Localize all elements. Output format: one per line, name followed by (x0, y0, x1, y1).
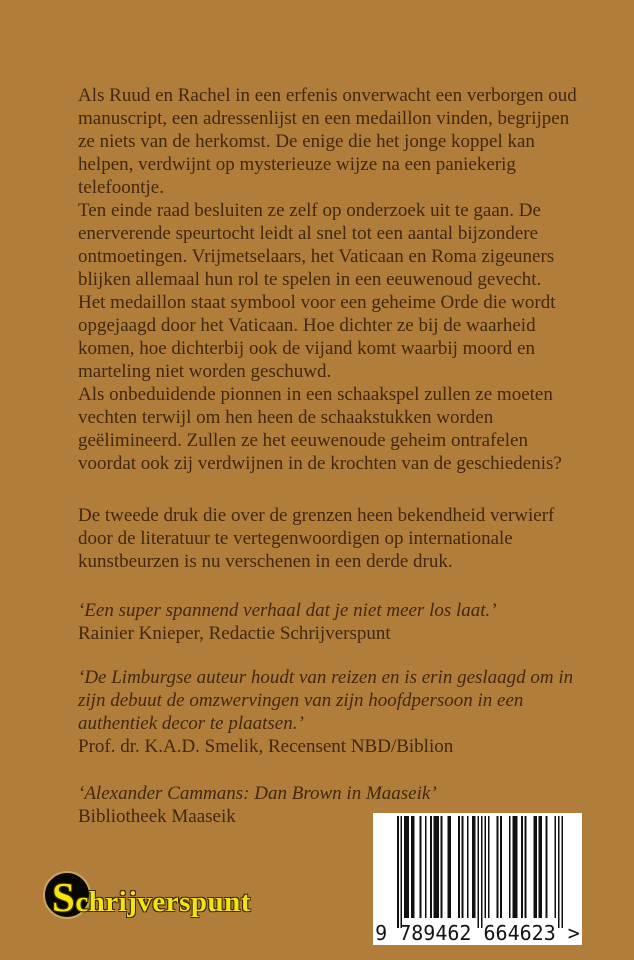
synopsis-paragraph: Als Ruud en Rachel in een erfenis onverwacht een verborgen oud manuscript, een adressenlijst en een medaillon vinden, begrijpen ze niets van de herkomst. De enige die het jonge koppel kan helpen, verdwijnt op mysterieuze wijze na een paniekerig telefoontje. (78, 85, 577, 198)
edition-note: De tweede druk die over de grenzen heen bekendheid verwierf door de literatuur te vertegenwoordigen op internationale kunstbeurzen is nu verschenen in een derde druk. (78, 505, 555, 572)
review-quote: ‘Alexander Cammans: Dan Brown in Maaseik’ (78, 783, 437, 804)
review-attribution: Bibliotheek Maaseik (78, 806, 236, 827)
review-quote: ‘De Limburgse auteur houdt van reizen en is erin geslaagd om in zijn debuut de omzwervingen van zijn hoofdpersoon in een authentiek decor te plaatsen.’ (78, 667, 574, 734)
synopsis-paragraph: Het medaillon staat symbool voor een geheime Orde die wordt opgejaagd door het Vaticaan. Hoe dichter ze bij de waarheid komen, hoe dichterbij ook de vijand komt waarbij moord en marteling niet worden geschuwd. (78, 292, 556, 382)
review-quote: ‘Een super spannend verhaal dat je niet meer los laat.’ (78, 600, 497, 621)
barcode (373, 813, 582, 945)
barcode-bars-icon (397, 816, 563, 931)
review-block (78, 599, 586, 645)
review-attribution: Rainier Knieper, Redactie Schrijverspunt (78, 623, 391, 644)
back-cover-text (78, 84, 586, 828)
synopsis-paragraph: Als onbeduidende pionnen in een schaakspel zullen ze moeten vechten terwijl om hen heen de schaakstukken worden geëlimineerd. Zullen ze het eeuwenoude geheim ontrafelen voordat ook zij verdwijnen in de krochten van de geschiedenis? (78, 384, 562, 474)
barcode-number: 9 789462 664623 > (375, 921, 580, 945)
publisher-logo (43, 871, 303, 923)
review-block (78, 666, 586, 758)
publisher-logo-text: Schrijverspunt (52, 874, 251, 920)
review-attribution: Prof. dr. K.A.D. Smelik, Recensent NBD/Biblion (78, 736, 454, 757)
synopsis-paragraph: Ten einde raad besluiten ze zelf op onderzoek uit te gaan. De enerverende speurtocht leidt al snel tot een aantal bijzondere ontmoetingen. Vrijmetselaars, het Vaticaan en Roma zigeuners blijken allemaal hun rol te spelen in een eeuwenoud gevecht. (78, 200, 555, 290)
